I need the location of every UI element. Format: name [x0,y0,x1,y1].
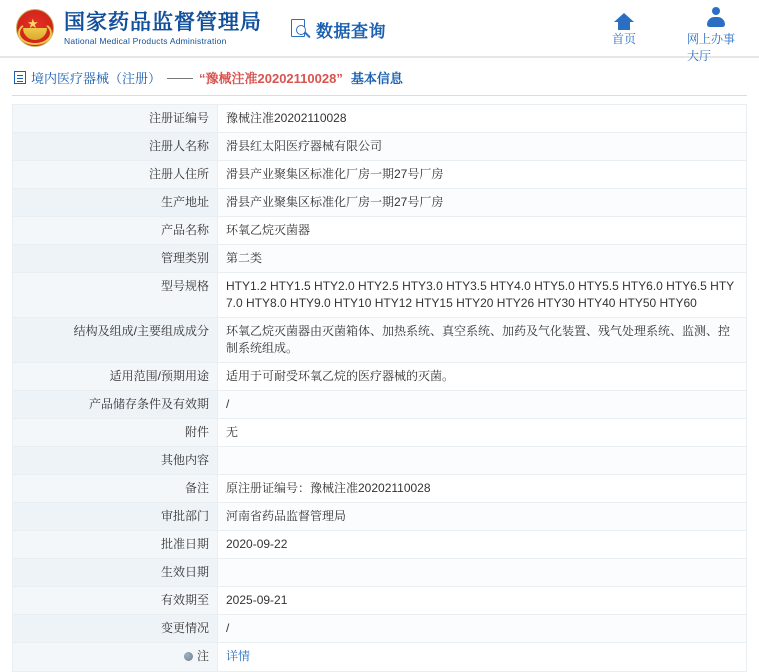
row-label: 批准日期 [13,531,218,559]
row-label: 型号规格 [13,273,218,318]
nav-item-home[interactable] [595,6,653,64]
row-value: HTY1.2 HTY1.5 HTY2.0 HTY2.5 HTY3.0 HTY3.5 HTY4.0 HTY5.0 HTY5.5 HTY6.0 HTY6.5 HTY7.0 HTY8.0 HTY9.0 HTY10 HTY12 HTY15 HTY20 HTY26 HTY30 HTY40 HTY50 HTY60 [218,273,747,318]
table-row [13,475,747,503]
table-row [13,559,747,587]
table-row [13,391,747,419]
breadcrumb-category[interactable]: 境内医疗器械（注册） [31,71,162,86]
row-label: 变更情况 [13,615,218,643]
detail-link[interactable]: 详情 [226,649,251,663]
row-label: 注册人名称 [13,133,218,161]
table-row [13,531,747,559]
national-emblem-icon: ★ [14,7,56,49]
row-value: 2025-09-21 [218,587,747,615]
nav-item-service-hall-label: 网上办事大厅 [687,32,736,63]
row-label: 附件 [13,419,218,447]
nav-item-service-hall[interactable] [687,6,745,64]
row-value [218,559,747,587]
row-value: 滑县产业聚集区标准化厂房一期27号厂房 [218,189,747,217]
row-value [218,447,747,475]
row-value: 环氧乙烷灭菌器由灭菌箱体、加热系统、真空系统、加药及气化装置、残气处理系统、监测、控制系统组成。 [218,318,747,363]
row-value: 环氧乙烷灭菌器 [218,217,747,245]
row-value: 2020-09-22 [218,531,747,559]
table-row [13,189,747,217]
table-row [13,587,747,615]
table-row [13,133,747,161]
row-value: / [218,391,747,419]
table-row [13,161,747,189]
org-name-en: National Medical Products Administration [64,35,227,46]
table-row [13,105,747,133]
bullet-icon [184,652,193,661]
row-label: 注册人住所 [13,161,218,189]
system-title-label: 数据查询 [316,21,386,41]
table-row [13,318,747,363]
breadcrumb-section: 基本信息 [350,71,403,86]
table-row [13,419,747,447]
row-value: 滑县产业聚集区标准化厂房一期27号厂房 [218,161,747,189]
row-value: 河南省药品监督管理局 [218,503,747,531]
top-nav [595,6,745,64]
row-value: 原注册证编号：豫械注准20202110028 [218,475,747,503]
breadcrumb-record: “豫械注准20202110028” [199,71,343,86]
table-row-note [13,643,747,672]
row-label: 审批部门 [13,503,218,531]
row-value: 适用于可耐受环氧乙烷的医疗器械的灭菌。 [218,363,747,391]
table-row [13,447,747,475]
row-label: 其他内容 [13,447,218,475]
home-icon [614,6,634,28]
table-row [13,363,747,391]
detail-table [12,104,747,672]
detail-table-wrap [0,96,759,672]
row-label: 产品储存条件及有效期 [13,391,218,419]
row-label: 有效期至 [13,587,218,615]
row-label: 注册证编号 [13,105,218,133]
table-row [13,503,747,531]
row-value [218,643,747,672]
page-header [0,0,759,63]
table-row [13,245,747,273]
table-row [13,217,747,245]
org-name-cn: 国家药品监督管理局 [64,9,262,34]
row-value: 豫械注准20202110028 [218,105,747,133]
row-label: 管理类别 [13,245,218,273]
row-label: 备注 [13,475,218,503]
organization-name [64,10,262,47]
row-value: 无 [218,419,747,447]
page-icon [14,71,26,84]
row-label: 生效日期 [13,559,218,587]
row-label: 结构及组成/主要组成成分 [13,318,218,363]
row-label-note [13,643,218,672]
table-row [13,273,747,318]
row-value: / [218,615,747,643]
person-icon [706,6,726,28]
document-search-icon [290,18,312,40]
table-row [13,615,747,643]
row-label: 生产地址 [13,189,218,217]
row-value: 滑县红太阳医疗器械有限公司 [218,133,747,161]
row-label: 产品名称 [13,217,218,245]
row-label-note-text: 注 [196,649,209,663]
row-value: 第二类 [218,245,747,273]
nav-item-home-label: 首页 [611,32,636,46]
detail-table-body [13,105,747,672]
row-label: 适用范围/预期用途 [13,363,218,391]
system-title [290,17,386,42]
breadcrumb-separator: —— [167,70,194,85]
